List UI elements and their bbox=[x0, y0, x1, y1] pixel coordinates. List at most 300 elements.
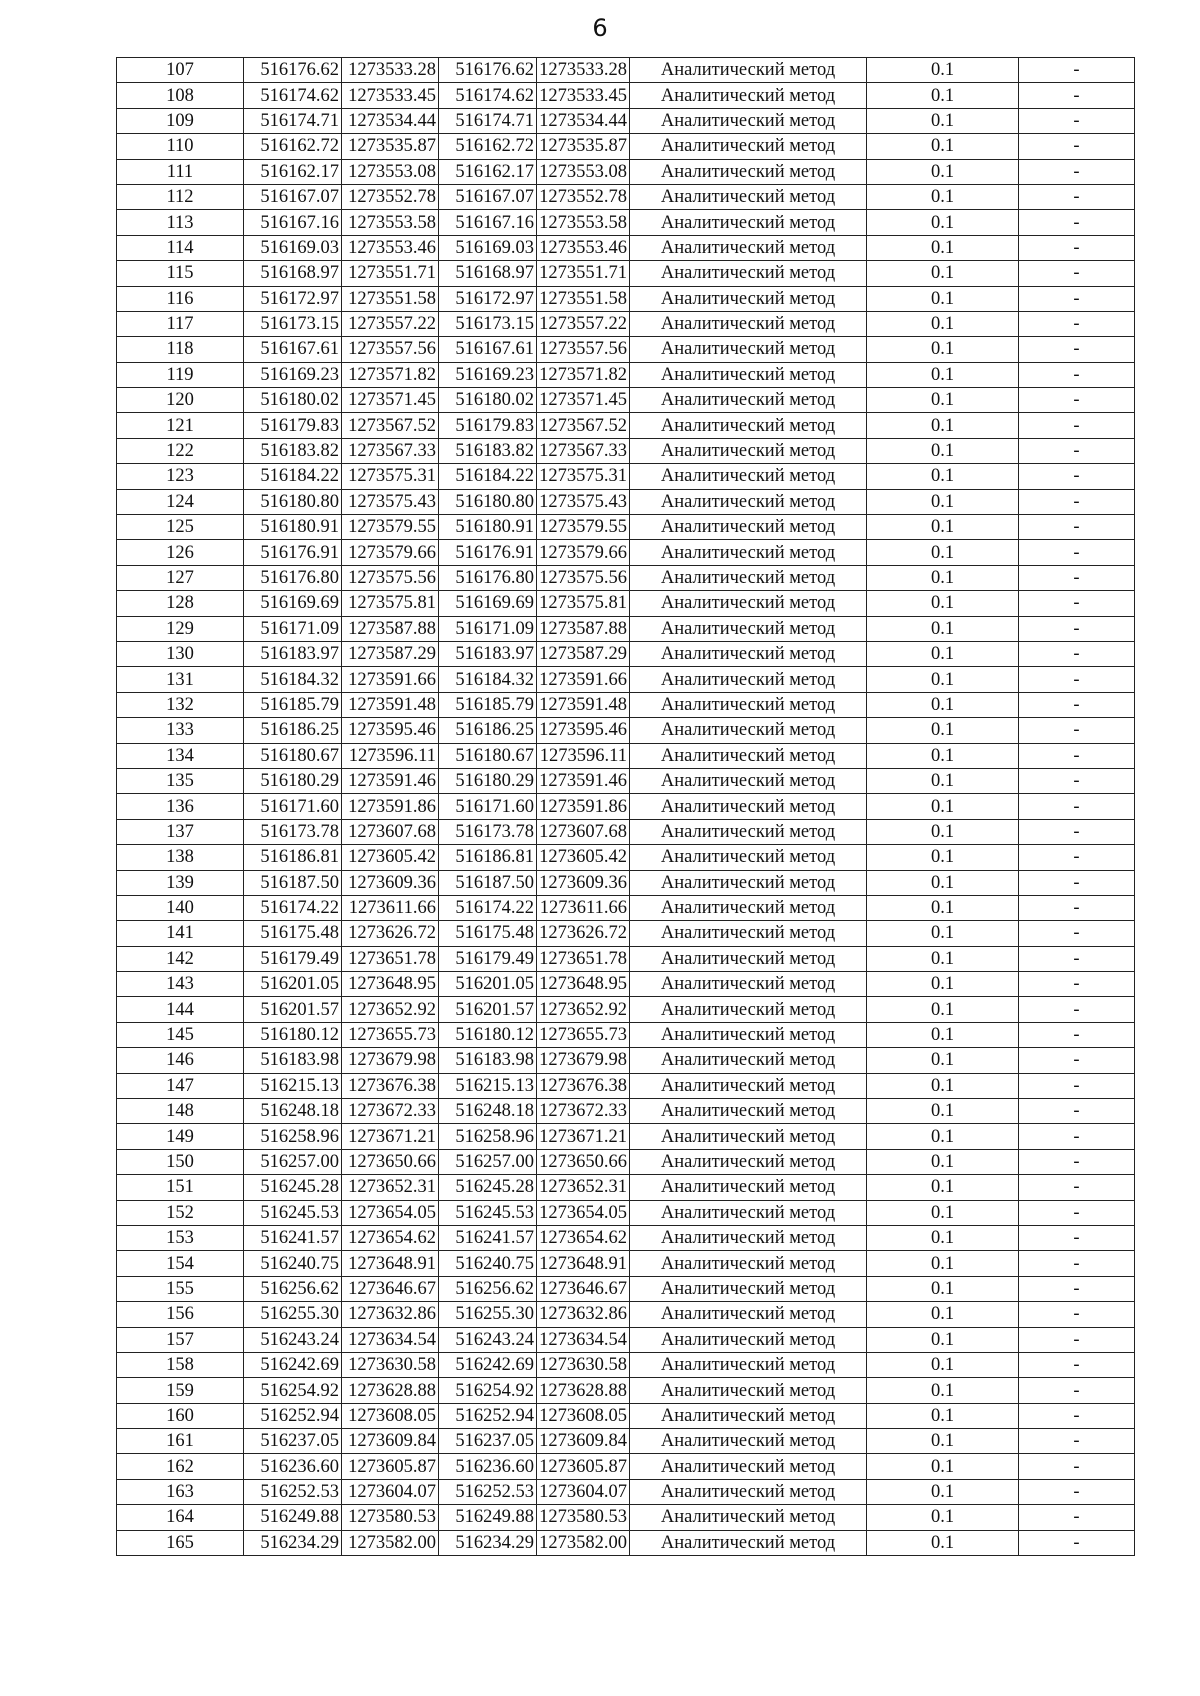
point-number-cell: 107 bbox=[117, 58, 244, 83]
x-coordinate-cell: 516201.57 bbox=[244, 997, 342, 1022]
x-coordinate-cell: 516183.98 bbox=[244, 1048, 342, 1073]
y-coordinate-cell: 1273587.29 bbox=[342, 641, 439, 666]
y-coordinate-new-cell: 1273579.66 bbox=[537, 540, 630, 565]
table-row bbox=[117, 972, 1135, 997]
accuracy-cell: 0.1 bbox=[867, 515, 1019, 540]
accuracy-cell: 0.1 bbox=[867, 184, 1019, 209]
x-coordinate-new-cell: 516180.12 bbox=[439, 1022, 537, 1047]
x-coordinate-new-cell: 516186.81 bbox=[439, 845, 537, 870]
accuracy-cell: 0.1 bbox=[867, 667, 1019, 692]
table-row bbox=[117, 1175, 1135, 1200]
y-coordinate-cell: 1273557.22 bbox=[342, 311, 439, 336]
note-cell: - bbox=[1019, 1200, 1135, 1225]
y-coordinate-cell: 1273607.68 bbox=[342, 819, 439, 844]
point-number-cell: 126 bbox=[117, 540, 244, 565]
point-number-cell: 129 bbox=[117, 616, 244, 641]
x-coordinate-cell: 516187.50 bbox=[244, 870, 342, 895]
point-number-cell: 162 bbox=[117, 1454, 244, 1479]
method-cell: Аналитический метод bbox=[630, 1403, 867, 1428]
point-number-cell: 153 bbox=[117, 1225, 244, 1250]
note-cell: - bbox=[1019, 870, 1135, 895]
table-row bbox=[117, 413, 1135, 438]
y-coordinate-cell: 1273533.45 bbox=[342, 83, 439, 108]
accuracy-cell: 0.1 bbox=[867, 210, 1019, 235]
table-row bbox=[117, 464, 1135, 489]
y-coordinate-cell: 1273575.56 bbox=[342, 565, 439, 590]
y-coordinate-new-cell: 1273650.66 bbox=[537, 1149, 630, 1174]
x-coordinate-cell: 516234.29 bbox=[244, 1530, 342, 1555]
method-cell: Аналитический метод bbox=[630, 464, 867, 489]
y-coordinate-cell: 1273552.78 bbox=[342, 184, 439, 209]
accuracy-cell: 0.1 bbox=[867, 768, 1019, 793]
table-row bbox=[117, 311, 1135, 336]
accuracy-cell: 0.1 bbox=[867, 1073, 1019, 1098]
method-cell: Аналитический метод bbox=[630, 1352, 867, 1377]
accuracy-cell: 0.1 bbox=[867, 565, 1019, 590]
point-number-cell: 154 bbox=[117, 1251, 244, 1276]
method-cell: Аналитический метод bbox=[630, 1124, 867, 1149]
y-coordinate-cell: 1273626.72 bbox=[342, 921, 439, 946]
y-coordinate-new-cell: 1273646.67 bbox=[537, 1276, 630, 1301]
y-coordinate-cell: 1273553.08 bbox=[342, 159, 439, 184]
table-row bbox=[117, 540, 1135, 565]
note-cell: - bbox=[1019, 616, 1135, 641]
y-coordinate-new-cell: 1273552.78 bbox=[537, 184, 630, 209]
y-coordinate-new-cell: 1273579.55 bbox=[537, 515, 630, 540]
note-cell: - bbox=[1019, 591, 1135, 616]
accuracy-cell: 0.1 bbox=[867, 997, 1019, 1022]
table-row bbox=[117, 108, 1135, 133]
accuracy-cell: 0.1 bbox=[867, 1276, 1019, 1301]
y-coordinate-new-cell: 1273596.11 bbox=[537, 743, 630, 768]
accuracy-cell: 0.1 bbox=[867, 1149, 1019, 1174]
method-cell: Аналитический метод bbox=[630, 692, 867, 717]
accuracy-cell: 0.1 bbox=[867, 895, 1019, 920]
method-cell: Аналитический метод bbox=[630, 1225, 867, 1250]
x-coordinate-cell: 516173.78 bbox=[244, 819, 342, 844]
point-number-cell: 111 bbox=[117, 159, 244, 184]
note-cell: - bbox=[1019, 1429, 1135, 1454]
table-row bbox=[117, 692, 1135, 717]
note-cell: - bbox=[1019, 1048, 1135, 1073]
y-coordinate-new-cell: 1273634.54 bbox=[537, 1327, 630, 1352]
note-cell: - bbox=[1019, 464, 1135, 489]
y-coordinate-cell: 1273553.46 bbox=[342, 235, 439, 260]
method-cell: Аналитический метод bbox=[630, 1149, 867, 1174]
x-coordinate-new-cell: 516167.61 bbox=[439, 337, 537, 362]
y-coordinate-cell: 1273646.67 bbox=[342, 1276, 439, 1301]
x-coordinate-cell: 516183.97 bbox=[244, 641, 342, 666]
accuracy-cell: 0.1 bbox=[867, 134, 1019, 159]
y-coordinate-new-cell: 1273648.95 bbox=[537, 972, 630, 997]
x-coordinate-new-cell: 516180.29 bbox=[439, 768, 537, 793]
y-coordinate-cell: 1273587.88 bbox=[342, 616, 439, 641]
table-row bbox=[117, 1403, 1135, 1428]
x-coordinate-cell: 516167.07 bbox=[244, 184, 342, 209]
point-number-cell: 146 bbox=[117, 1048, 244, 1073]
y-coordinate-new-cell: 1273533.45 bbox=[537, 83, 630, 108]
accuracy-cell: 0.1 bbox=[867, 438, 1019, 463]
x-coordinate-new-cell: 516180.80 bbox=[439, 489, 537, 514]
method-cell: Аналитический метод bbox=[630, 413, 867, 438]
accuracy-cell: 0.1 bbox=[867, 1530, 1019, 1555]
table-row bbox=[117, 1327, 1135, 1352]
y-coordinate-cell: 1273591.46 bbox=[342, 768, 439, 793]
y-coordinate-new-cell: 1273591.86 bbox=[537, 794, 630, 819]
note-cell: - bbox=[1019, 235, 1135, 260]
accuracy-cell: 0.1 bbox=[867, 159, 1019, 184]
x-coordinate-new-cell: 516215.13 bbox=[439, 1073, 537, 1098]
accuracy-cell: 0.1 bbox=[867, 972, 1019, 997]
accuracy-cell: 0.1 bbox=[867, 921, 1019, 946]
x-coordinate-cell: 516176.91 bbox=[244, 540, 342, 565]
table-row bbox=[117, 1124, 1135, 1149]
table-row bbox=[117, 134, 1135, 159]
accuracy-cell: 0.1 bbox=[867, 870, 1019, 895]
note-cell: - bbox=[1019, 641, 1135, 666]
y-coordinate-new-cell: 1273654.05 bbox=[537, 1200, 630, 1225]
x-coordinate-new-cell: 516201.57 bbox=[439, 997, 537, 1022]
table-row bbox=[117, 946, 1135, 971]
point-number-cell: 159 bbox=[117, 1378, 244, 1403]
x-coordinate-cell: 516245.28 bbox=[244, 1175, 342, 1200]
y-coordinate-new-cell: 1273591.48 bbox=[537, 692, 630, 717]
y-coordinate-new-cell: 1273611.66 bbox=[537, 895, 630, 920]
y-coordinate-cell: 1273567.33 bbox=[342, 438, 439, 463]
method-cell: Аналитический метод bbox=[630, 819, 867, 844]
x-coordinate-cell: 516257.00 bbox=[244, 1149, 342, 1174]
x-coordinate-cell: 516180.80 bbox=[244, 489, 342, 514]
table-row bbox=[117, 1378, 1135, 1403]
note-cell: - bbox=[1019, 261, 1135, 286]
note-cell: - bbox=[1019, 1022, 1135, 1047]
method-cell: Аналитический метод bbox=[630, 972, 867, 997]
method-cell: Аналитический метод bbox=[630, 1200, 867, 1225]
method-cell: Аналитический метод bbox=[630, 286, 867, 311]
accuracy-cell: 0.1 bbox=[867, 1124, 1019, 1149]
accuracy-cell: 0.1 bbox=[867, 311, 1019, 336]
x-coordinate-new-cell: 516183.97 bbox=[439, 641, 537, 666]
table-row bbox=[117, 1073, 1135, 1098]
table-row bbox=[117, 261, 1135, 286]
y-coordinate-cell: 1273591.66 bbox=[342, 667, 439, 692]
note-cell: - bbox=[1019, 489, 1135, 514]
method-cell: Аналитический метод bbox=[630, 1327, 867, 1352]
x-coordinate-cell: 516175.48 bbox=[244, 921, 342, 946]
method-cell: Аналитический метод bbox=[630, 438, 867, 463]
method-cell: Аналитический метод bbox=[630, 108, 867, 133]
y-coordinate-cell: 1273628.88 bbox=[342, 1378, 439, 1403]
point-number-cell: 121 bbox=[117, 413, 244, 438]
y-coordinate-new-cell: 1273651.78 bbox=[537, 946, 630, 971]
point-number-cell: 125 bbox=[117, 515, 244, 540]
table-row bbox=[117, 286, 1135, 311]
x-coordinate-new-cell: 516184.32 bbox=[439, 667, 537, 692]
x-coordinate-cell: 516184.32 bbox=[244, 667, 342, 692]
y-coordinate-new-cell: 1273605.42 bbox=[537, 845, 630, 870]
x-coordinate-new-cell: 516171.60 bbox=[439, 794, 537, 819]
x-coordinate-new-cell: 516167.07 bbox=[439, 184, 537, 209]
note-cell: - bbox=[1019, 1225, 1135, 1250]
note-cell: - bbox=[1019, 768, 1135, 793]
note-cell: - bbox=[1019, 388, 1135, 413]
y-coordinate-new-cell: 1273575.31 bbox=[537, 464, 630, 489]
y-coordinate-cell: 1273679.98 bbox=[342, 1048, 439, 1073]
method-cell: Аналитический метод bbox=[630, 1530, 867, 1555]
x-coordinate-cell: 516172.97 bbox=[244, 286, 342, 311]
table-row bbox=[117, 489, 1135, 514]
x-coordinate-new-cell: 516241.57 bbox=[439, 1225, 537, 1250]
method-cell: Аналитический метод bbox=[630, 210, 867, 235]
method-cell: Аналитический метод bbox=[630, 311, 867, 336]
note-cell: - bbox=[1019, 972, 1135, 997]
table-row bbox=[117, 1149, 1135, 1174]
method-cell: Аналитический метод bbox=[630, 1276, 867, 1301]
y-coordinate-new-cell: 1273587.88 bbox=[537, 616, 630, 641]
point-number-cell: 156 bbox=[117, 1302, 244, 1327]
table-row bbox=[117, 1099, 1135, 1124]
page-number: 6 bbox=[592, 14, 608, 42]
table-row bbox=[117, 718, 1135, 743]
y-coordinate-new-cell: 1273571.45 bbox=[537, 388, 630, 413]
table-row bbox=[117, 1530, 1135, 1555]
method-cell: Аналитический метод bbox=[630, 667, 867, 692]
x-coordinate-new-cell: 516240.75 bbox=[439, 1251, 537, 1276]
table-row bbox=[117, 768, 1135, 793]
y-coordinate-cell: 1273652.92 bbox=[342, 997, 439, 1022]
table-row bbox=[117, 921, 1135, 946]
x-coordinate-new-cell: 516258.96 bbox=[439, 1124, 537, 1149]
note-cell: - bbox=[1019, 946, 1135, 971]
point-number-cell: 109 bbox=[117, 108, 244, 133]
x-coordinate-cell: 516180.91 bbox=[244, 515, 342, 540]
x-coordinate-new-cell: 516183.98 bbox=[439, 1048, 537, 1073]
y-coordinate-new-cell: 1273553.46 bbox=[537, 235, 630, 260]
point-number-cell: 128 bbox=[117, 591, 244, 616]
note-cell: - bbox=[1019, 108, 1135, 133]
point-number-cell: 113 bbox=[117, 210, 244, 235]
table-row bbox=[117, 515, 1135, 540]
x-coordinate-cell: 516201.05 bbox=[244, 972, 342, 997]
point-number-cell: 118 bbox=[117, 337, 244, 362]
accuracy-cell: 0.1 bbox=[867, 819, 1019, 844]
y-coordinate-new-cell: 1273575.81 bbox=[537, 591, 630, 616]
x-coordinate-new-cell: 516248.18 bbox=[439, 1099, 537, 1124]
y-coordinate-new-cell: 1273551.58 bbox=[537, 286, 630, 311]
accuracy-cell: 0.1 bbox=[867, 1048, 1019, 1073]
method-cell: Аналитический метод bbox=[630, 768, 867, 793]
x-coordinate-new-cell: 516175.48 bbox=[439, 921, 537, 946]
x-coordinate-new-cell: 516180.67 bbox=[439, 743, 537, 768]
point-number-cell: 136 bbox=[117, 794, 244, 819]
x-coordinate-cell: 516174.71 bbox=[244, 108, 342, 133]
note-cell: - bbox=[1019, 1099, 1135, 1124]
y-coordinate-new-cell: 1273575.56 bbox=[537, 565, 630, 590]
method-cell: Аналитический метод bbox=[630, 388, 867, 413]
x-coordinate-new-cell: 516162.17 bbox=[439, 159, 537, 184]
accuracy-cell: 0.1 bbox=[867, 1352, 1019, 1377]
accuracy-cell: 0.1 bbox=[867, 1429, 1019, 1454]
y-coordinate-cell: 1273634.54 bbox=[342, 1327, 439, 1352]
y-coordinate-new-cell: 1273557.56 bbox=[537, 337, 630, 362]
x-coordinate-new-cell: 516185.79 bbox=[439, 692, 537, 717]
x-coordinate-new-cell: 516255.30 bbox=[439, 1302, 537, 1327]
x-coordinate-cell: 516180.29 bbox=[244, 768, 342, 793]
x-coordinate-cell: 516184.22 bbox=[244, 464, 342, 489]
y-coordinate-new-cell: 1273533.28 bbox=[537, 58, 630, 83]
note-cell: - bbox=[1019, 921, 1135, 946]
y-coordinate-cell: 1273650.66 bbox=[342, 1149, 439, 1174]
note-cell: - bbox=[1019, 337, 1135, 362]
y-coordinate-cell: 1273582.00 bbox=[342, 1530, 439, 1555]
accuracy-cell: 0.1 bbox=[867, 692, 1019, 717]
x-coordinate-new-cell: 516242.69 bbox=[439, 1352, 537, 1377]
table-row bbox=[117, 1022, 1135, 1047]
method-cell: Аналитический метод bbox=[630, 235, 867, 260]
table-row bbox=[117, 591, 1135, 616]
x-coordinate-cell: 516176.62 bbox=[244, 58, 342, 83]
note-cell: - bbox=[1019, 1479, 1135, 1504]
y-coordinate-cell: 1273534.44 bbox=[342, 108, 439, 133]
note-cell: - bbox=[1019, 311, 1135, 336]
y-coordinate-new-cell: 1273557.22 bbox=[537, 311, 630, 336]
note-cell: - bbox=[1019, 1403, 1135, 1428]
note-cell: - bbox=[1019, 819, 1135, 844]
accuracy-cell: 0.1 bbox=[867, 413, 1019, 438]
x-coordinate-cell: 516258.96 bbox=[244, 1124, 342, 1149]
note-cell: - bbox=[1019, 210, 1135, 235]
x-coordinate-new-cell: 516245.28 bbox=[439, 1175, 537, 1200]
x-coordinate-cell: 516169.23 bbox=[244, 362, 342, 387]
table-row bbox=[117, 1225, 1135, 1250]
y-coordinate-cell: 1273553.58 bbox=[342, 210, 439, 235]
note-cell: - bbox=[1019, 1352, 1135, 1377]
note-cell: - bbox=[1019, 184, 1135, 209]
method-cell: Аналитический метод bbox=[630, 1073, 867, 1098]
x-coordinate-cell: 516252.53 bbox=[244, 1479, 342, 1504]
method-cell: Аналитический метод bbox=[630, 1378, 867, 1403]
y-coordinate-new-cell: 1273607.68 bbox=[537, 819, 630, 844]
x-coordinate-new-cell: 516174.62 bbox=[439, 83, 537, 108]
note-cell: - bbox=[1019, 58, 1135, 83]
method-cell: Аналитический метод bbox=[630, 921, 867, 946]
method-cell: Аналитический метод bbox=[630, 743, 867, 768]
accuracy-cell: 0.1 bbox=[867, 1022, 1019, 1047]
y-coordinate-new-cell: 1273605.87 bbox=[537, 1454, 630, 1479]
table-row bbox=[117, 1479, 1135, 1504]
y-coordinate-new-cell: 1273630.58 bbox=[537, 1352, 630, 1377]
point-number-cell: 133 bbox=[117, 718, 244, 743]
accuracy-cell: 0.1 bbox=[867, 540, 1019, 565]
x-coordinate-new-cell: 516252.53 bbox=[439, 1479, 537, 1504]
x-coordinate-cell: 516167.16 bbox=[244, 210, 342, 235]
x-coordinate-cell: 516186.25 bbox=[244, 718, 342, 743]
x-coordinate-new-cell: 516169.03 bbox=[439, 235, 537, 260]
y-coordinate-cell: 1273605.42 bbox=[342, 845, 439, 870]
x-coordinate-new-cell: 516187.50 bbox=[439, 870, 537, 895]
y-coordinate-new-cell: 1273652.31 bbox=[537, 1175, 630, 1200]
y-coordinate-new-cell: 1273652.92 bbox=[537, 997, 630, 1022]
x-coordinate-new-cell: 516169.69 bbox=[439, 591, 537, 616]
method-cell: Аналитический метод bbox=[630, 1251, 867, 1276]
method-cell: Аналитический метод bbox=[630, 337, 867, 362]
x-coordinate-cell: 516256.62 bbox=[244, 1276, 342, 1301]
y-coordinate-new-cell: 1273648.91 bbox=[537, 1251, 630, 1276]
accuracy-cell: 0.1 bbox=[867, 1225, 1019, 1250]
x-coordinate-new-cell: 516176.91 bbox=[439, 540, 537, 565]
table-row bbox=[117, 794, 1135, 819]
x-coordinate-cell: 516185.79 bbox=[244, 692, 342, 717]
x-coordinate-new-cell: 516184.22 bbox=[439, 464, 537, 489]
accuracy-cell: 0.1 bbox=[867, 1251, 1019, 1276]
accuracy-cell: 0.1 bbox=[867, 1302, 1019, 1327]
x-coordinate-new-cell: 516243.24 bbox=[439, 1327, 537, 1352]
note-cell: - bbox=[1019, 1073, 1135, 1098]
method-cell: Аналитический метод bbox=[630, 261, 867, 286]
x-coordinate-new-cell: 516167.16 bbox=[439, 210, 537, 235]
y-coordinate-cell: 1273609.36 bbox=[342, 870, 439, 895]
accuracy-cell: 0.1 bbox=[867, 108, 1019, 133]
method-cell: Аналитический метод bbox=[630, 184, 867, 209]
y-coordinate-cell: 1273605.87 bbox=[342, 1454, 439, 1479]
point-number-cell: 139 bbox=[117, 870, 244, 895]
table-row bbox=[117, 1454, 1135, 1479]
method-cell: Аналитический метод bbox=[630, 1048, 867, 1073]
point-number-cell: 114 bbox=[117, 235, 244, 260]
y-coordinate-new-cell: 1273567.52 bbox=[537, 413, 630, 438]
point-number-cell: 141 bbox=[117, 921, 244, 946]
x-coordinate-cell: 516183.82 bbox=[244, 438, 342, 463]
table-row bbox=[117, 1302, 1135, 1327]
x-coordinate-new-cell: 516234.29 bbox=[439, 1530, 537, 1555]
y-coordinate-new-cell: 1273580.53 bbox=[537, 1505, 630, 1530]
point-number-cell: 116 bbox=[117, 286, 244, 311]
y-coordinate-cell: 1273551.71 bbox=[342, 261, 439, 286]
point-number-cell: 140 bbox=[117, 895, 244, 920]
table-row bbox=[117, 667, 1135, 692]
x-coordinate-cell: 516173.15 bbox=[244, 311, 342, 336]
point-number-cell: 150 bbox=[117, 1149, 244, 1174]
table-row bbox=[117, 1352, 1135, 1377]
point-number-cell: 161 bbox=[117, 1429, 244, 1454]
note-cell: - bbox=[1019, 159, 1135, 184]
y-coordinate-new-cell: 1273679.98 bbox=[537, 1048, 630, 1073]
table-row bbox=[117, 845, 1135, 870]
y-coordinate-cell: 1273575.31 bbox=[342, 464, 439, 489]
x-coordinate-cell: 516169.03 bbox=[244, 235, 342, 260]
note-cell: - bbox=[1019, 1327, 1135, 1352]
x-coordinate-cell: 516180.12 bbox=[244, 1022, 342, 1047]
x-coordinate-new-cell: 516173.15 bbox=[439, 311, 537, 336]
x-coordinate-cell: 516186.81 bbox=[244, 845, 342, 870]
y-coordinate-cell: 1273671.21 bbox=[342, 1124, 439, 1149]
note-cell: - bbox=[1019, 718, 1135, 743]
point-number-cell: 160 bbox=[117, 1403, 244, 1428]
point-number-cell: 155 bbox=[117, 1276, 244, 1301]
note-cell: - bbox=[1019, 515, 1135, 540]
x-coordinate-new-cell: 516162.72 bbox=[439, 134, 537, 159]
accuracy-cell: 0.1 bbox=[867, 261, 1019, 286]
y-coordinate-cell: 1273535.87 bbox=[342, 134, 439, 159]
x-coordinate-new-cell: 516176.80 bbox=[439, 565, 537, 590]
point-number-cell: 144 bbox=[117, 997, 244, 1022]
note-cell: - bbox=[1019, 997, 1135, 1022]
point-number-cell: 147 bbox=[117, 1073, 244, 1098]
table-row bbox=[117, 235, 1135, 260]
y-coordinate-new-cell: 1273654.62 bbox=[537, 1225, 630, 1250]
y-coordinate-new-cell: 1273591.46 bbox=[537, 768, 630, 793]
x-coordinate-new-cell: 516179.49 bbox=[439, 946, 537, 971]
